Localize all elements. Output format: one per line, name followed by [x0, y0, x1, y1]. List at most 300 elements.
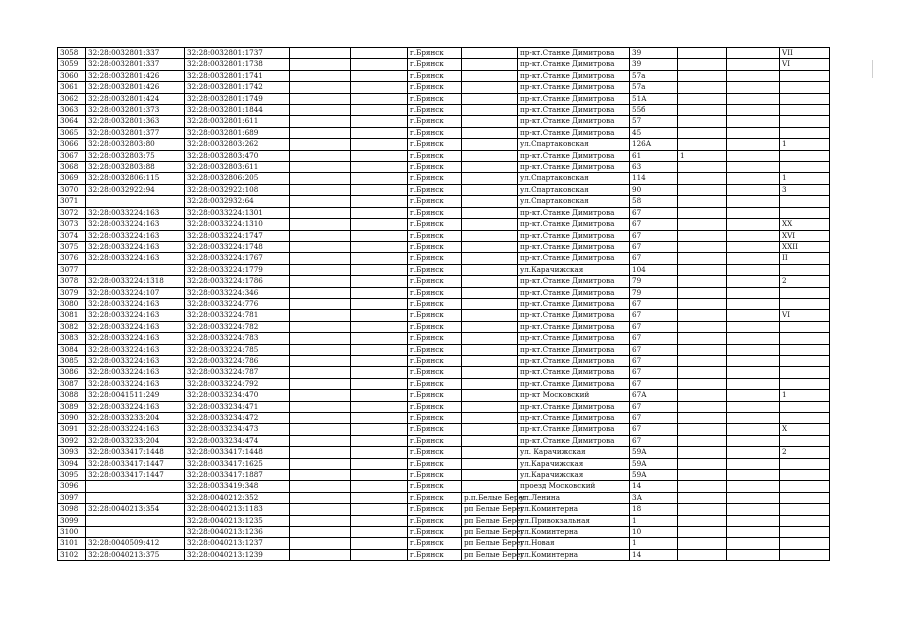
house-number-cell: 67	[630, 219, 678, 230]
building-cell	[678, 527, 727, 538]
blank-cell	[727, 93, 780, 104]
street-cell: ул.Коминтерна	[518, 549, 630, 560]
street-cell: пр-кт.Станке Димитрова	[518, 48, 630, 59]
premises-cell	[780, 321, 830, 332]
blank-cell	[351, 253, 408, 264]
blank-cell	[290, 276, 351, 287]
city-cell: г.Брянск	[408, 390, 462, 401]
building-cell	[678, 549, 727, 560]
premises-cell	[780, 367, 830, 378]
cadastral-number-object: 32:28:0033417:1625	[185, 458, 290, 469]
table-row	[58, 515, 830, 526]
row-number: 3076	[58, 253, 86, 264]
table-row	[58, 264, 830, 275]
settlement-cell	[462, 116, 518, 127]
city-cell: г.Брянск	[408, 82, 462, 93]
building-cell	[678, 264, 727, 275]
house-number-cell: 67	[630, 310, 678, 321]
building-cell	[678, 447, 727, 458]
blank-cell	[351, 150, 408, 161]
street-cell: ул.Спартаковская	[518, 173, 630, 184]
house-number-cell: 55б	[630, 105, 678, 116]
city-cell: г.Брянск	[408, 424, 462, 435]
blank-cell	[351, 367, 408, 378]
premises-cell: VII	[780, 48, 830, 59]
building-cell	[678, 470, 727, 481]
blank-cell	[727, 253, 780, 264]
city-cell: г.Брянск	[408, 287, 462, 298]
premises-cell	[780, 196, 830, 207]
building-cell	[678, 401, 727, 412]
street-cell: пр-кт.Станке Димитрова	[518, 127, 630, 138]
blank-cell	[727, 424, 780, 435]
blank-cell	[727, 378, 780, 389]
city-cell: г.Брянск	[408, 93, 462, 104]
table-row	[58, 207, 830, 218]
settlement-cell	[462, 162, 518, 173]
street-cell: ул.Карачижская	[518, 264, 630, 275]
blank-cell	[727, 162, 780, 173]
blank-cell	[351, 481, 408, 492]
city-cell: г.Брянск	[408, 230, 462, 241]
city-cell: г.Брянск	[408, 253, 462, 264]
house-number-cell: 67	[630, 344, 678, 355]
premises-cell: 1	[780, 139, 830, 150]
blank-cell	[351, 549, 408, 560]
row-number: 3097	[58, 492, 86, 503]
building-cell	[678, 173, 727, 184]
premises-cell	[780, 70, 830, 81]
table-row	[58, 219, 830, 230]
blank-cell	[290, 241, 351, 252]
house-number-cell: 79	[630, 276, 678, 287]
cadastral-number-parcel: 32:28:0033224:163	[86, 321, 185, 332]
building-cell	[678, 413, 727, 424]
street-cell: пр-кт.Станке Димитрова	[518, 413, 630, 424]
row-number: 3094	[58, 458, 86, 469]
row-number: 3092	[58, 435, 86, 446]
cadastral-number-parcel: 32:28:0032803:88	[86, 162, 185, 173]
blank-cell	[351, 230, 408, 241]
city-cell: г.Брянск	[408, 367, 462, 378]
settlement-cell	[462, 287, 518, 298]
blank-cell	[727, 390, 780, 401]
blank-cell	[727, 127, 780, 138]
table-row	[58, 173, 830, 184]
settlement-cell: рп Белые Берег	[462, 527, 518, 538]
blank-cell	[727, 173, 780, 184]
street-cell: ул.Спартаковская	[518, 184, 630, 195]
blank-cell	[727, 458, 780, 469]
city-cell: г.Брянск	[408, 447, 462, 458]
premises-cell	[780, 127, 830, 138]
building-cell	[678, 59, 727, 70]
table-row	[58, 230, 830, 241]
cadastral-number-object: 32:28:0040212:352	[185, 492, 290, 503]
blank-cell	[351, 447, 408, 458]
settlement-cell	[462, 184, 518, 195]
building-cell	[678, 310, 727, 321]
blank-cell	[351, 207, 408, 218]
cadastral-number-parcel: 32:28:0032801:363	[86, 116, 185, 127]
city-cell: г.Брянск	[408, 196, 462, 207]
city-cell: г.Брянск	[408, 184, 462, 195]
city-cell: г.Брянск	[408, 105, 462, 116]
row-number: 3058	[58, 48, 86, 59]
blank-cell	[351, 264, 408, 275]
premises-cell	[780, 515, 830, 526]
blank-cell	[351, 310, 408, 321]
settlement-cell	[462, 413, 518, 424]
settlement-cell	[462, 447, 518, 458]
cadastral-number-parcel: 32:28:0033224:163	[86, 219, 185, 230]
house-number-cell: 67	[630, 241, 678, 252]
street-cell: ул.Коминтерна	[518, 504, 630, 515]
building-cell	[678, 253, 727, 264]
street-cell: пр-кт.Станке Димитрова	[518, 401, 630, 412]
table-row	[58, 276, 830, 287]
blank-cell	[290, 219, 351, 230]
street-cell: пр-кт.Станке Димитрова	[518, 70, 630, 81]
cadastral-number-object: 32:28:0032801:1741	[185, 70, 290, 81]
blank-cell	[290, 481, 351, 492]
building-cell: 1	[678, 150, 727, 161]
city-cell: г.Брянск	[408, 127, 462, 138]
blank-cell	[727, 241, 780, 252]
premises-cell	[780, 344, 830, 355]
city-cell: г.Брянск	[408, 241, 462, 252]
cadastral-number-object: 32:28:0033417:1887	[185, 470, 290, 481]
row-number: 3077	[58, 264, 86, 275]
blank-cell	[290, 253, 351, 264]
blank-cell	[727, 105, 780, 116]
cadastral-number-object: 32:28:0033224:782	[185, 321, 290, 332]
cadastral-number-parcel	[86, 527, 185, 538]
street-cell: ул.Спартаковская	[518, 196, 630, 207]
city-cell: г.Брянск	[408, 504, 462, 515]
cadastral-number-parcel: 32:28:0033224:163	[86, 355, 185, 366]
building-cell	[678, 70, 727, 81]
premises-cell: 1	[780, 173, 830, 184]
city-cell: г.Брянск	[408, 401, 462, 412]
table-row	[58, 310, 830, 321]
house-number-cell: 67	[630, 207, 678, 218]
row-number: 3099	[58, 515, 86, 526]
house-number-cell: 45	[630, 127, 678, 138]
cadastral-number-parcel: 32:28:0033233:204	[86, 435, 185, 446]
street-cell: пр-кт.Станке Димитрова	[518, 355, 630, 366]
table-row	[58, 549, 830, 560]
city-cell: г.Брянск	[408, 470, 462, 481]
cadastral-number-object: 32:28:0033234:473	[185, 424, 290, 435]
blank-cell	[727, 470, 780, 481]
city-cell: г.Брянск	[408, 333, 462, 344]
city-cell: г.Брянск	[408, 48, 462, 59]
premises-cell	[780, 116, 830, 127]
house-number-cell: 90	[630, 184, 678, 195]
house-number-cell: 14	[630, 549, 678, 560]
premises-cell	[780, 355, 830, 366]
table-row	[58, 127, 830, 138]
blank-cell	[351, 333, 408, 344]
settlement-cell	[462, 435, 518, 446]
row-number: 3066	[58, 139, 86, 150]
blank-cell	[290, 59, 351, 70]
settlement-cell	[462, 241, 518, 252]
table-row	[58, 59, 830, 70]
blank-cell	[727, 367, 780, 378]
house-number-cell: 67	[630, 355, 678, 366]
blank-cell	[351, 82, 408, 93]
premises-cell	[780, 378, 830, 389]
registry-table	[57, 47, 830, 561]
blank-cell	[351, 504, 408, 515]
blank-cell	[290, 162, 351, 173]
street-cell: пр-кт.Станке Димитрова	[518, 276, 630, 287]
row-number: 3061	[58, 82, 86, 93]
blank-cell	[351, 173, 408, 184]
city-cell: г.Брянск	[408, 173, 462, 184]
settlement-cell	[462, 82, 518, 93]
cadastral-number-parcel: 32:28:0033417:1447	[86, 458, 185, 469]
blank-cell	[351, 59, 408, 70]
blank-cell	[290, 470, 351, 481]
table-row	[58, 378, 830, 389]
cadastral-number-object: 32:28:0040213:1236	[185, 527, 290, 538]
blank-cell	[290, 150, 351, 161]
cadastral-number-object: 32:28:0033224:786	[185, 355, 290, 366]
table-row	[58, 470, 830, 481]
blank-cell	[290, 310, 351, 321]
building-cell	[678, 93, 727, 104]
cadastral-number-parcel: 32:28:0032801:337	[86, 48, 185, 59]
settlement-cell	[462, 276, 518, 287]
cadastral-number-object: 32:28:0032922:108	[185, 184, 290, 195]
building-cell	[678, 48, 727, 59]
city-cell: г.Брянск	[408, 59, 462, 70]
row-number: 3064	[58, 116, 86, 127]
blank-cell	[351, 458, 408, 469]
cadastral-number-object: 32:28:0033224:1767	[185, 253, 290, 264]
blank-cell	[290, 298, 351, 309]
row-number: 3082	[58, 321, 86, 332]
street-cell: пр-кт.Станке Димитрова	[518, 150, 630, 161]
house-number-cell: 57а	[630, 70, 678, 81]
blank-cell	[351, 527, 408, 538]
blank-cell	[727, 321, 780, 332]
settlement-cell	[462, 458, 518, 469]
building-cell	[678, 184, 727, 195]
settlement-cell	[462, 253, 518, 264]
blank-cell	[290, 127, 351, 138]
table-row	[58, 447, 830, 458]
city-cell: г.Брянск	[408, 527, 462, 538]
settlement-cell	[462, 310, 518, 321]
premises-cell: 1	[780, 390, 830, 401]
house-number-cell: 59А	[630, 470, 678, 481]
blank-cell	[351, 127, 408, 138]
city-cell: г.Брянск	[408, 458, 462, 469]
street-cell: пр-кт.Станке Димитрова	[518, 241, 630, 252]
street-cell: ул.Карачижская	[518, 458, 630, 469]
blank-cell	[290, 287, 351, 298]
city-cell: г.Брянск	[408, 538, 462, 549]
street-cell: пр-кт.Станке Димитрова	[518, 93, 630, 104]
blank-cell	[290, 82, 351, 93]
cadastral-number-object: 32:28:0032801:611	[185, 116, 290, 127]
cadastral-number-object: 32:28:0033224:1786	[185, 276, 290, 287]
blank-cell	[727, 139, 780, 150]
table-row	[58, 48, 830, 59]
city-cell: г.Брянск	[408, 355, 462, 366]
building-cell	[678, 481, 727, 492]
row-number: 3102	[58, 549, 86, 560]
table-row	[58, 196, 830, 207]
row-number: 3096	[58, 481, 86, 492]
street-cell: пр-кт Московский	[518, 390, 630, 401]
cadastral-number-object: 32:28:0033419:348	[185, 481, 290, 492]
street-cell: пр-кт.Станке Димитрова	[518, 435, 630, 446]
city-cell: г.Брянск	[408, 344, 462, 355]
table-row	[58, 504, 830, 515]
house-number-cell: 114	[630, 173, 678, 184]
cadastral-number-parcel	[86, 515, 185, 526]
row-number: 3078	[58, 276, 86, 287]
cadastral-number-parcel: 32:28:0032803:80	[86, 139, 185, 150]
house-number-cell: 67	[630, 253, 678, 264]
blank-cell	[727, 298, 780, 309]
cadastral-number-object: 32:28:0032801:1742	[185, 82, 290, 93]
blank-cell	[290, 413, 351, 424]
cadastral-number-parcel: 32:28:0033224:163	[86, 344, 185, 355]
street-cell: ул. Карачижская	[518, 447, 630, 458]
premises-cell: X	[780, 424, 830, 435]
table-row	[58, 458, 830, 469]
row-number: 3083	[58, 333, 86, 344]
settlement-cell: р.п.Белые Берег	[462, 492, 518, 503]
house-number-cell: 126А	[630, 139, 678, 150]
building-cell	[678, 378, 727, 389]
house-number-cell: 10	[630, 527, 678, 538]
house-number-cell: 57а	[630, 82, 678, 93]
house-number-cell: 67	[630, 321, 678, 332]
street-cell: пр-кт.Станке Димитрова	[518, 162, 630, 173]
street-cell: ул.Привокзальная	[518, 515, 630, 526]
row-number: 3075	[58, 241, 86, 252]
house-number-cell: 57	[630, 116, 678, 127]
blank-cell	[290, 492, 351, 503]
cadastral-number-object: 32:28:0033224:1747	[185, 230, 290, 241]
building-cell	[678, 333, 727, 344]
house-number-cell: 59А	[630, 447, 678, 458]
cadastral-number-object: 32:28:0032932:64	[185, 196, 290, 207]
blank-cell	[290, 264, 351, 275]
city-cell: г.Брянск	[408, 492, 462, 503]
blank-cell	[351, 287, 408, 298]
blank-cell	[351, 298, 408, 309]
blank-cell	[727, 230, 780, 241]
cadastral-number-parcel: 32:28:0033224:163	[86, 298, 185, 309]
blank-cell	[290, 184, 351, 195]
blank-cell	[727, 401, 780, 412]
blank-cell	[727, 413, 780, 424]
city-cell: г.Брянск	[408, 264, 462, 275]
blank-cell	[727, 435, 780, 446]
blank-cell	[351, 105, 408, 116]
cadastral-number-parcel: 32:28:0033224:1318	[86, 276, 185, 287]
row-number: 3079	[58, 287, 86, 298]
building-cell	[678, 435, 727, 446]
street-cell: пр-кт.Станке Димитрова	[518, 321, 630, 332]
building-cell	[678, 196, 727, 207]
building-cell	[678, 162, 727, 173]
table-row	[58, 481, 830, 492]
premises-cell	[780, 413, 830, 424]
cadastral-number-parcel: 32:28:0033224:163	[86, 310, 185, 321]
cadastral-number-parcel: 32:28:0033224:163	[86, 253, 185, 264]
blank-cell	[351, 241, 408, 252]
street-cell: пр-кт.Станке Димитрова	[518, 219, 630, 230]
table-row	[58, 116, 830, 127]
table-row	[58, 162, 830, 173]
row-number: 3073	[58, 219, 86, 230]
settlement-cell	[462, 59, 518, 70]
blank-cell	[351, 162, 408, 173]
street-cell: пр-кт.Станке Димитрова	[518, 344, 630, 355]
cadastral-number-object: 32:28:0032801:1844	[185, 105, 290, 116]
building-cell	[678, 492, 727, 503]
table-row	[58, 321, 830, 332]
settlement-cell	[462, 219, 518, 230]
building-cell	[678, 230, 727, 241]
blank-cell	[351, 378, 408, 389]
blank-cell	[351, 196, 408, 207]
house-number-cell: 67	[630, 378, 678, 389]
blank-cell	[290, 355, 351, 366]
cadastral-number-parcel	[86, 196, 185, 207]
table-row	[58, 413, 830, 424]
city-cell: г.Брянск	[408, 298, 462, 309]
building-cell	[678, 241, 727, 252]
premises-cell	[780, 435, 830, 446]
house-number-cell: 67	[630, 424, 678, 435]
table-row	[58, 241, 830, 252]
cadastral-number-object: 32:28:0033234:472	[185, 413, 290, 424]
blank-cell	[351, 48, 408, 59]
premises-cell: XX	[780, 219, 830, 230]
cadastral-number-object: 32:28:0032803:262	[185, 139, 290, 150]
building-cell	[678, 82, 727, 93]
blank-cell	[290, 549, 351, 560]
building-cell	[678, 344, 727, 355]
building-cell	[678, 127, 727, 138]
table-row	[58, 538, 830, 549]
building-cell	[678, 207, 727, 218]
street-cell: пр-кт.Станке Димитрова	[518, 310, 630, 321]
row-number: 3060	[58, 70, 86, 81]
row-number: 3095	[58, 470, 86, 481]
cadastral-number-parcel: 32:28:0032801:426	[86, 70, 185, 81]
premises-cell	[780, 538, 830, 549]
house-number-cell: 51А	[630, 93, 678, 104]
street-cell: ул.Спартаковская	[518, 139, 630, 150]
premises-cell	[780, 105, 830, 116]
cadastral-number-parcel: 32:28:0032801:426	[86, 82, 185, 93]
row-number: 3101	[58, 538, 86, 549]
blank-cell	[727, 549, 780, 560]
blank-cell	[290, 93, 351, 104]
city-cell: г.Брянск	[408, 321, 462, 332]
